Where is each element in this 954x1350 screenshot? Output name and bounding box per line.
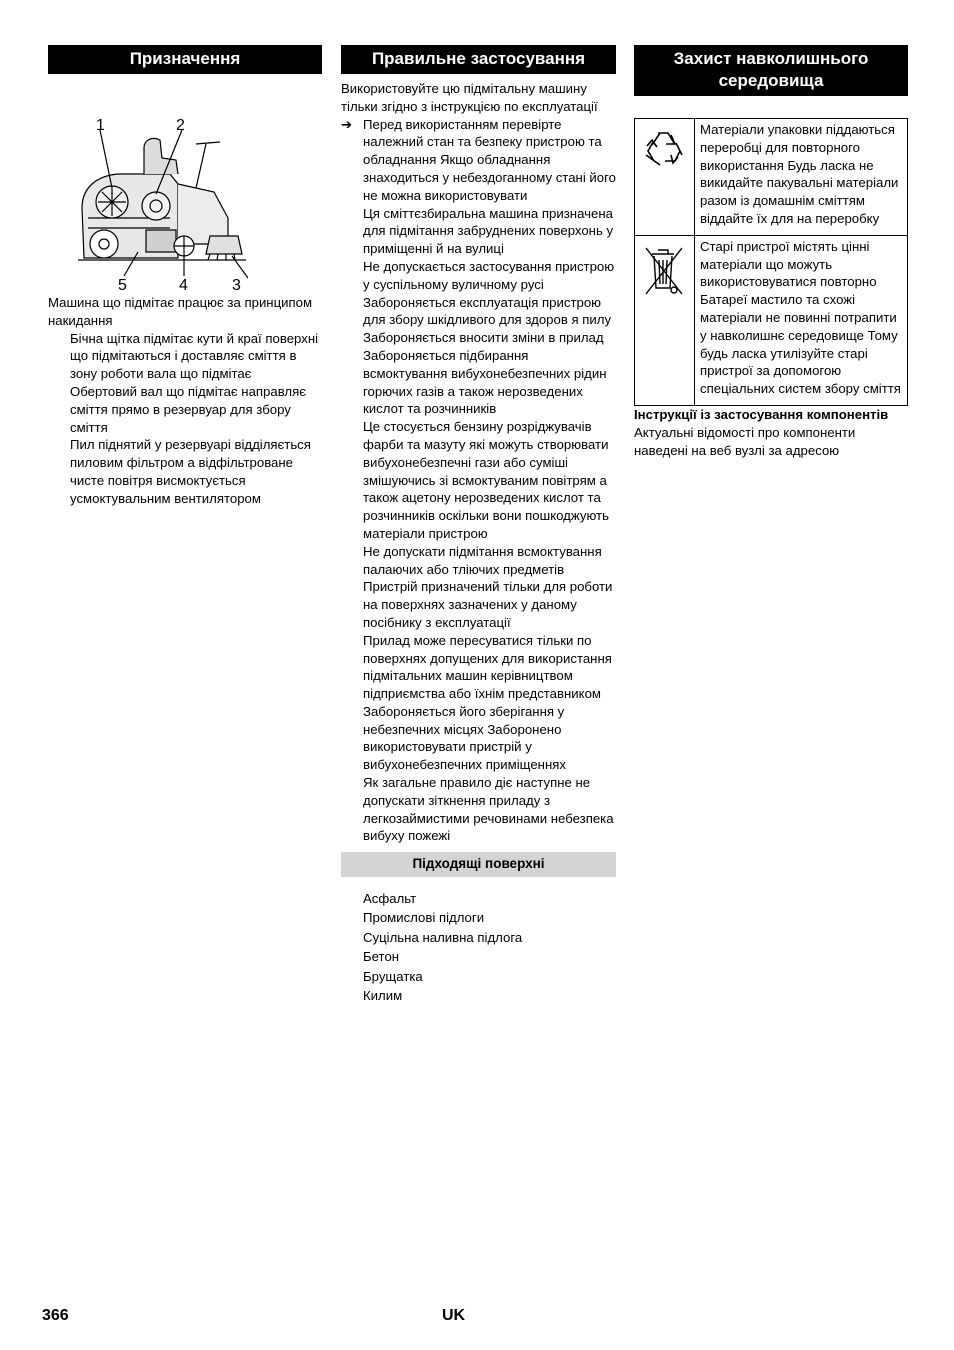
components-text: Актуальні відомості про компоненти наведені на веб вузлі за адресою — [634, 424, 856, 458]
purpose-item-roller: Обертовий вал що підмітає направляє сміття прямо в резервуар для збору сміття — [70, 383, 306, 435]
proper-use-item: Не допускається застосування пристрою у суспільному вуличному русі — [363, 258, 615, 292]
proper-use-item: Прилад може пересуватися тільки по поверхнях допущених для використання підмітальних машин керівництвом підприємства або їхнім представником — [363, 632, 612, 702]
sweeper-drawing — [78, 118, 248, 294]
components-heading: Інструкції із застосування компонентів — [634, 406, 889, 422]
language-code: UK — [442, 1307, 466, 1324]
proper-use-item: Це стосується бензину розріджувачів фарби та мазуту які можуть створювати вибухонебезпечні гази або суміші змішуючись зі всмоктуваним повітрям а також ацетону нерозведених кислот та розчинників оскільки вони пошкоджують матеріали пристрою — [363, 419, 609, 541]
section-heading-proper-use: Правильне застосування — [341, 45, 616, 74]
column-environment — [634, 45, 908, 459]
surface-item: Килим — [363, 988, 403, 1004]
figure-label-3: 3 — [232, 277, 241, 294]
proper-use-item: Як загальне правило діє наступне не допускати зіткнення приладу з легкозаймистими речовинами небезпека вибуху пожежі — [363, 775, 614, 844]
surfaces-list — [341, 889, 616, 1005]
figure-label-1: 1 — [96, 118, 105, 134]
proper-use-item: Ця сміттєзбиральна машина призначена для підмітання забруднених поверхонь у приміщенні й на вулиці — [363, 205, 614, 257]
surfaces-heading: Підходящі поверхні — [341, 852, 616, 877]
section-heading-purpose: Призначення — [48, 45, 322, 74]
surface-item: Промислові підлоги — [363, 910, 485, 926]
purpose-intro: Машина що підмітає працює за принципом накидання — [48, 295, 313, 328]
figure-label-5: 5 — [118, 277, 127, 294]
recycle-icon-cell — [635, 119, 695, 236]
proper-use-item: Пристрій призначений тільки для роботи на поверхнях зазначених у даному посібнику з експлуатації — [363, 579, 613, 630]
proper-use-intro: Використовуйте цю підмітальну машину тільки згідно з інструкцією по експлуатації — [341, 81, 598, 114]
recycle-icon — [638, 125, 688, 175]
proper-use-item: Не допускати підмітання всмоктування палаючих або тліючих предметів — [363, 543, 602, 577]
surface-item: Асфальт — [363, 891, 417, 907]
surface-item: Брущатка — [363, 968, 423, 984]
purpose-item-dust: Пил піднятий у резервуарі відділяється пиловим фільтром а відфільтроване чисте повітря висмоктується усмоктувальним вентилятором — [70, 437, 311, 506]
column-purpose — [48, 45, 322, 508]
crossed-bin-icon — [638, 242, 688, 302]
proper-use-item: Забороняється його зберігання у небезпечних місцях Заборонено використовувати пристрій у вибухонебезпечних приміщеннях — [363, 703, 566, 773]
table-row — [635, 119, 908, 236]
surface-item: Суцільна наливна підлога — [363, 929, 523, 945]
proper-use-arrow-item — [341, 116, 616, 205]
sweeper-diagram — [78, 118, 248, 294]
proper-use-item: Забороняється експлуатація пристрою для збору шкідливого для здоров я пилу — [363, 294, 612, 328]
environment-table — [634, 118, 908, 406]
proper-use-item: Забороняється вносити зміни в прилад — [363, 330, 604, 346]
figure-label-4: 4 — [179, 277, 188, 294]
purpose-item-side-brush: Бічна щітка підмітає кути й краї поверхні що підмітаються і доставляє сміття в зону роботи вала що підмітає — [70, 330, 319, 382]
crossed-bin-icon-cell — [635, 235, 695, 405]
arrow-right-icon: ➔ — [341, 116, 353, 132]
proper-use-item: Забороняється підбирання всмоктування вибухонебезпечних рідин горючих газів а також нерозведених кислот та розчинників — [363, 347, 607, 417]
section-heading-environment: Захист навколишнього середовища — [634, 45, 908, 96]
old-devices-text: Старі пристрої містять цінні матеріали що можуть використовуватися повторно Батареї мастило та схожі матеріали не повинні потрапити у навколишнє середовище Тому будь ласка утилізуйте старі пристрої за допомогою спеціальних систем збору сміття — [695, 235, 908, 405]
figure-label-2: 2 — [176, 118, 185, 134]
surface-item: Бетон — [363, 949, 400, 965]
table-row — [635, 235, 908, 405]
proper-use-arrow-text: Перед використанням перевірте належний стан та безпеку пристрою та обладнання Якщо обладнання знаходиться у небездоганному стані його не можна використовувати — [363, 116, 616, 203]
column-proper-use — [341, 45, 616, 1006]
recycle-text: Матеріали упаковки піддаються переробці для повторного використання Будь ласка не викидайте пакувальні матеріали разом із домашнім сміттям віддайте їх для на переробку — [695, 119, 908, 236]
page-number: 366 — [42, 1307, 69, 1324]
